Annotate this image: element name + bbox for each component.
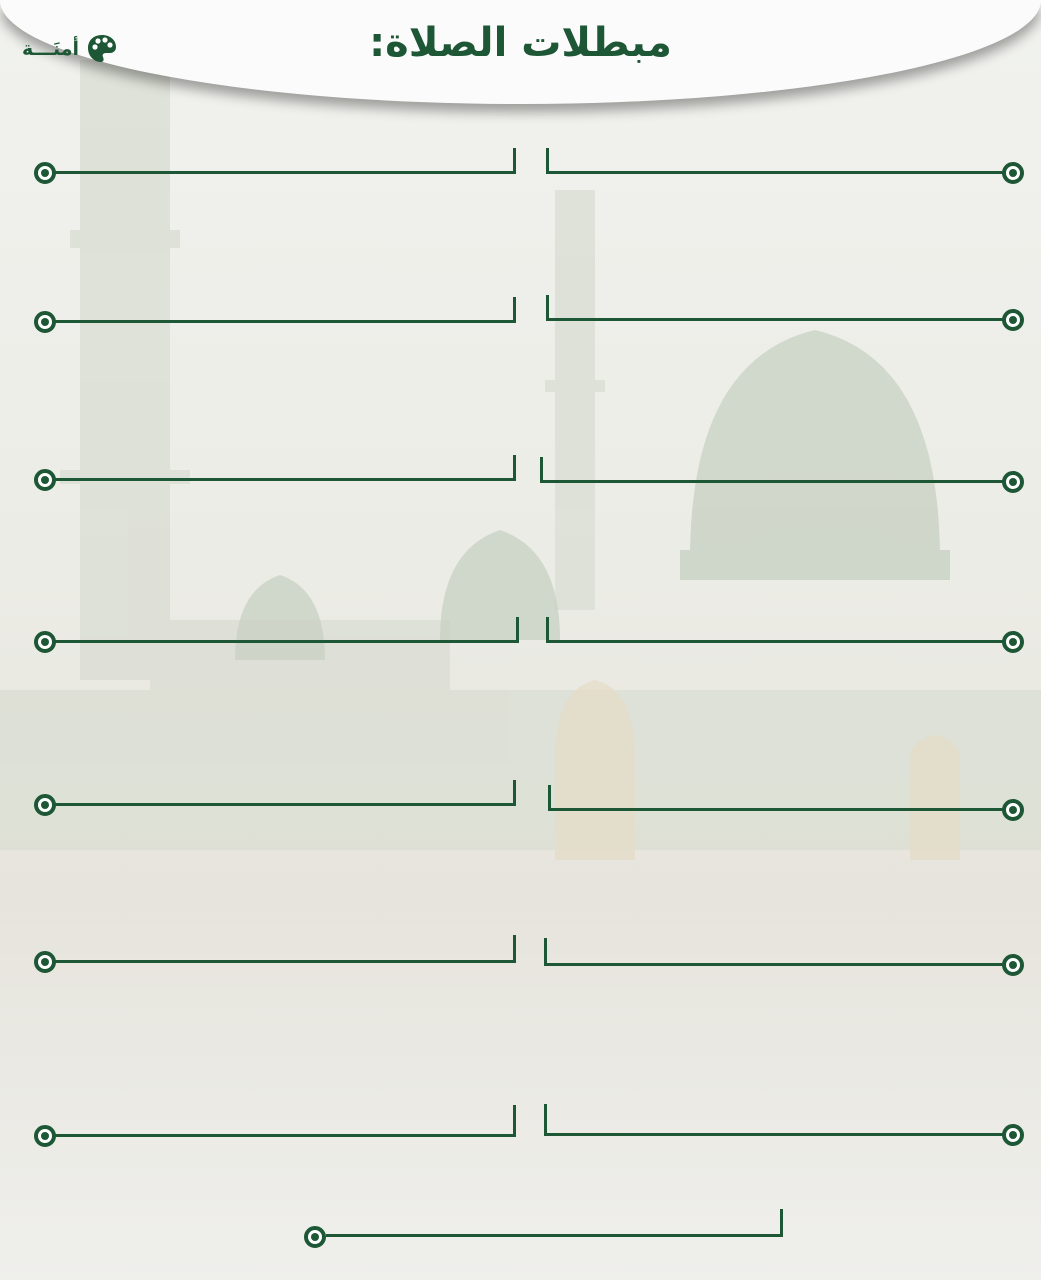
divider — [540, 457, 543, 483]
divider — [48, 1134, 515, 1137]
divider — [780, 1209, 783, 1237]
divider — [542, 480, 1010, 483]
divider — [48, 640, 518, 643]
divider — [546, 148, 549, 174]
bullet-dot-icon — [1002, 471, 1024, 493]
divider — [544, 938, 547, 966]
divider — [516, 617, 519, 643]
divider — [550, 808, 1010, 811]
divider — [546, 295, 549, 321]
divider — [546, 1133, 1010, 1136]
divider — [513, 455, 516, 481]
bullet-dot-icon — [1002, 309, 1024, 331]
divider — [48, 320, 515, 323]
divider — [48, 803, 515, 806]
divider — [513, 780, 516, 806]
bullet-dot-icon — [34, 1125, 56, 1147]
bullet-dot-icon — [34, 469, 56, 491]
brand-logo — [22, 32, 119, 66]
bullet-dot-icon — [1002, 631, 1024, 653]
bullet-dot-icon — [34, 951, 56, 973]
divider — [48, 478, 515, 481]
bullet-dot-icon — [34, 631, 56, 653]
divider — [546, 963, 1010, 966]
page-title: مبطلات الصلاة: — [369, 20, 672, 66]
divider — [48, 171, 515, 174]
divider — [544, 1104, 547, 1136]
divider — [513, 1105, 516, 1137]
divider — [548, 640, 1010, 643]
bullet-dot-icon — [34, 162, 56, 184]
bullet-dot-icon — [34, 794, 56, 816]
divider — [548, 318, 1010, 321]
divider — [513, 148, 516, 174]
bullet-dot-icon — [304, 1226, 326, 1248]
bullet-dot-icon — [1002, 162, 1024, 184]
divider — [548, 171, 1010, 174]
divider — [326, 1234, 782, 1237]
bullet-dot-icon — [34, 311, 56, 333]
bullet-dot-icon — [1002, 799, 1024, 821]
divider — [513, 297, 516, 323]
divider — [513, 935, 516, 963]
divider — [48, 960, 515, 963]
divider — [548, 785, 551, 811]
brand-name: أمنَـــة — [22, 38, 80, 60]
bullet-dot-icon — [1002, 954, 1024, 976]
divider — [546, 617, 549, 643]
bullet-dot-icon — [1002, 1124, 1024, 1146]
palette-icon — [85, 32, 119, 66]
